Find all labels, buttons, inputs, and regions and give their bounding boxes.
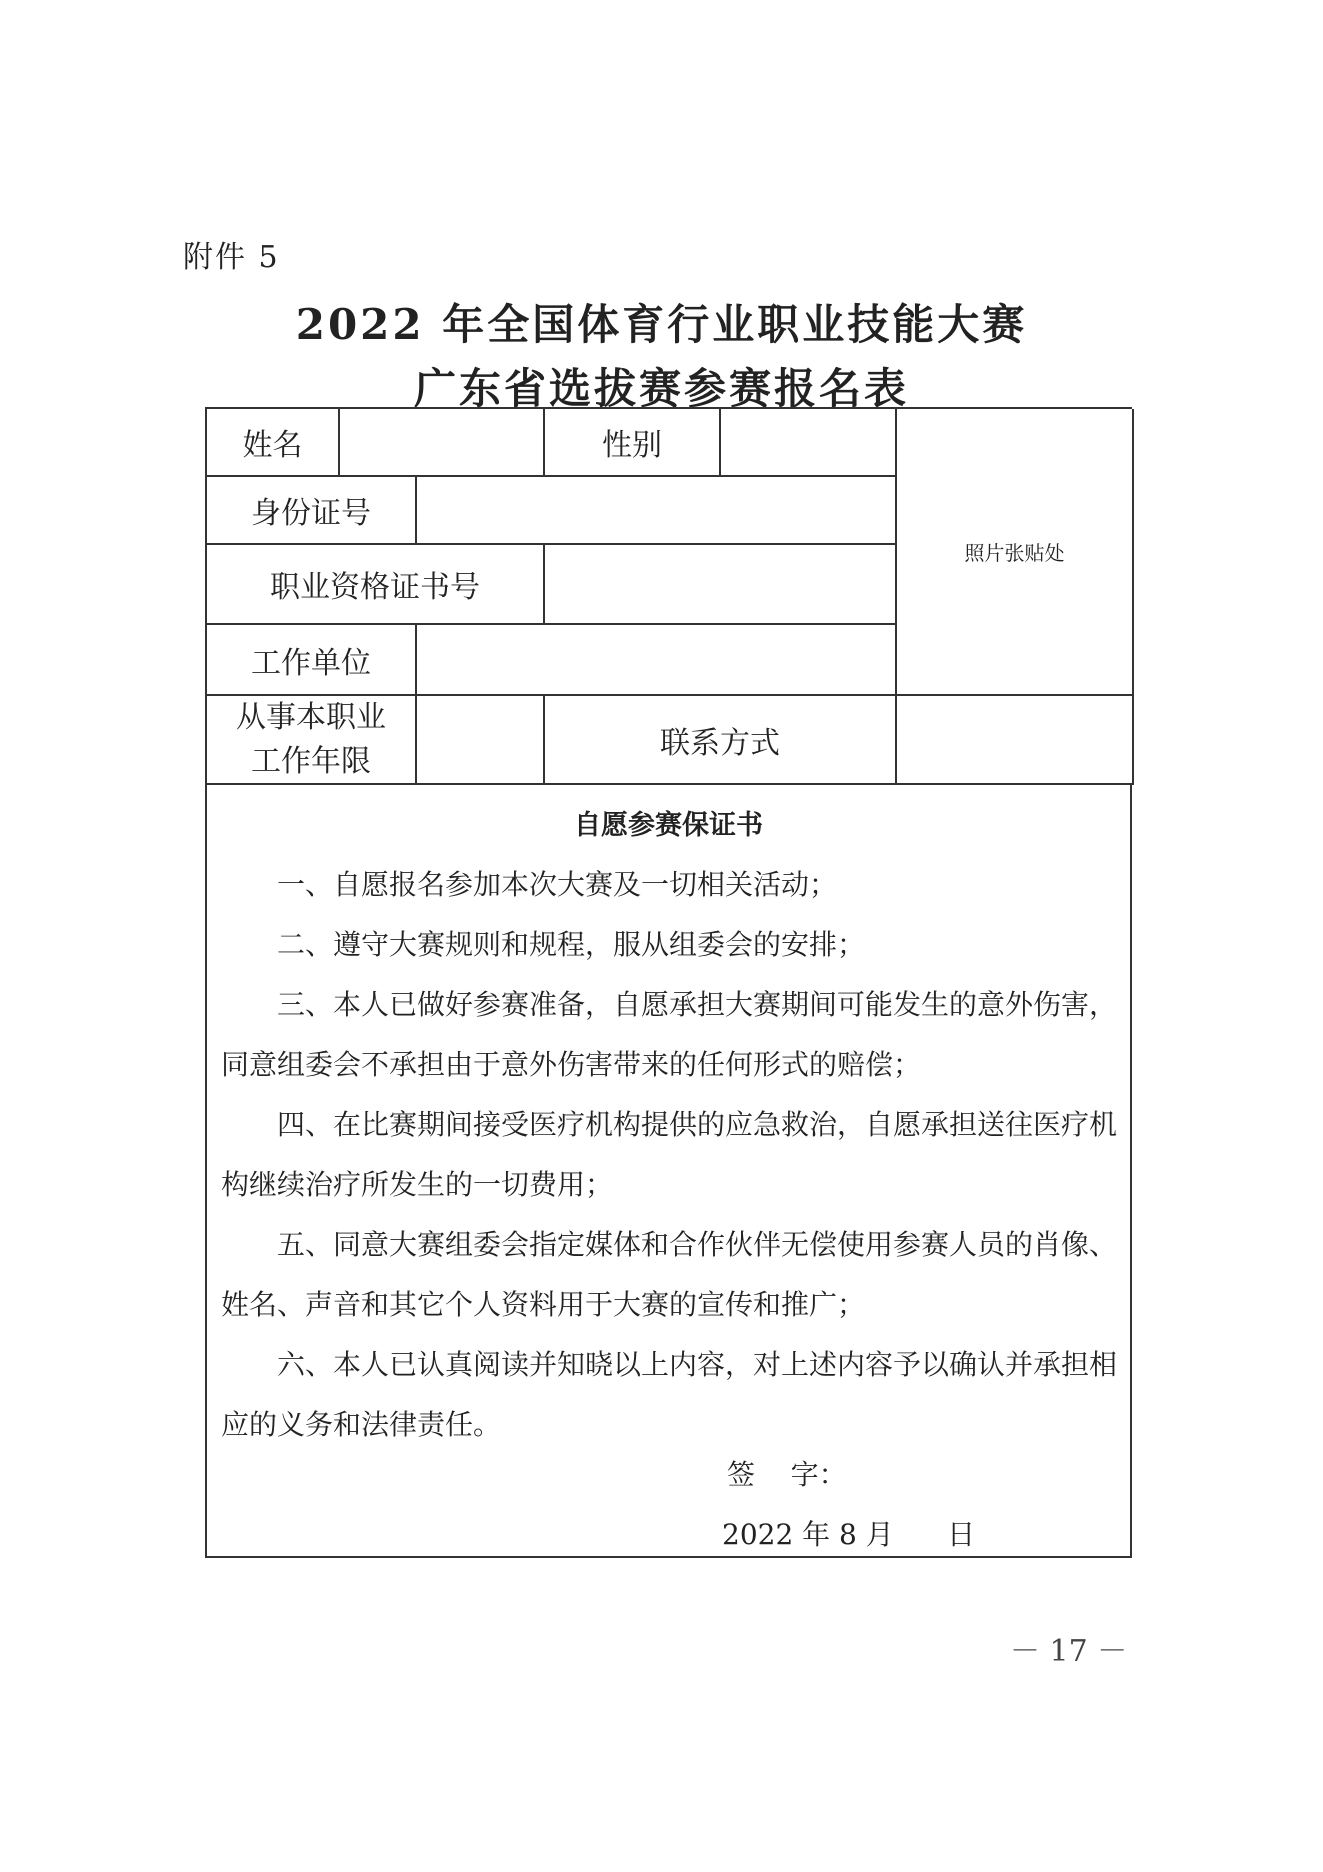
- work-years-field[interactable]: [417, 696, 545, 785]
- pledge-item-3: 三、本人已做好参赛准备，自愿承担大赛期间可能发生的意外伤害，同意组委会不承担由于意外伤害带来的任何形式的赔偿；: [221, 988, 1118, 1081]
- certificate-number-label: 职业资格证书号: [207, 545, 545, 625]
- name-label: 姓名: [207, 409, 340, 477]
- work-unit-label: 工作单位: [207, 625, 417, 696]
- pledge-item-5: 五、同意大赛组委会指定媒体和合作伙伴无偿使用参赛人员的肖像、姓名、声音和其它个人资料用于大赛的宣传和推广；: [221, 1228, 1118, 1321]
- photo-area[interactable]: 照片张贴处: [897, 409, 1134, 696]
- gender-field[interactable]: [721, 409, 897, 477]
- work-years-label-line2: 工作年限: [251, 743, 371, 779]
- pledge-title: 自愿参赛保证书: [574, 810, 763, 841]
- id-number-field[interactable]: [417, 477, 897, 545]
- page-number: － 17 －: [1010, 1634, 1128, 1669]
- certificate-number-field[interactable]: [545, 545, 897, 625]
- pledge-item-2: 二、遵守大赛规则和规程，服从组委会的安排；: [277, 928, 866, 961]
- work-years-label-line1: 从事本职业: [236, 699, 386, 735]
- signature-label: 签 字：: [727, 1458, 847, 1491]
- pledge-section: [205, 783, 1132, 1558]
- gender-label: 性别: [545, 409, 721, 477]
- form-title-line2: 广东省选拔赛参赛报名表: [413, 364, 909, 413]
- pledge-item-1: 一、自愿报名参加本次大赛及一切相关活动；: [277, 868, 838, 901]
- contact-field[interactable]: [897, 696, 1134, 785]
- id-number-label: 身份证号: [207, 477, 417, 545]
- pledge-item-6: 六、本人已认真阅读并知晓以上内容，对上述内容予以确认并承担相应的义务和法律责任。: [221, 1348, 1118, 1441]
- work-years-label: [207, 696, 417, 785]
- form-title-line1: 2022 年全国体育行业职业技能大赛: [295, 300, 1028, 349]
- signature-date: 2022 年 8 月 日: [722, 1518, 976, 1551]
- contact-label: 联系方式: [545, 696, 897, 785]
- registration-table: [205, 407, 1132, 783]
- work-unit-field[interactable]: [417, 625, 897, 696]
- name-field[interactable]: [340, 409, 545, 477]
- pledge-item-4: 四、在比赛期间接受医疗机构提供的应急救治，自愿承担送往医疗机构继续治疗所发生的一切费用；: [221, 1108, 1118, 1201]
- attachment-label: 附件 5: [183, 240, 280, 275]
